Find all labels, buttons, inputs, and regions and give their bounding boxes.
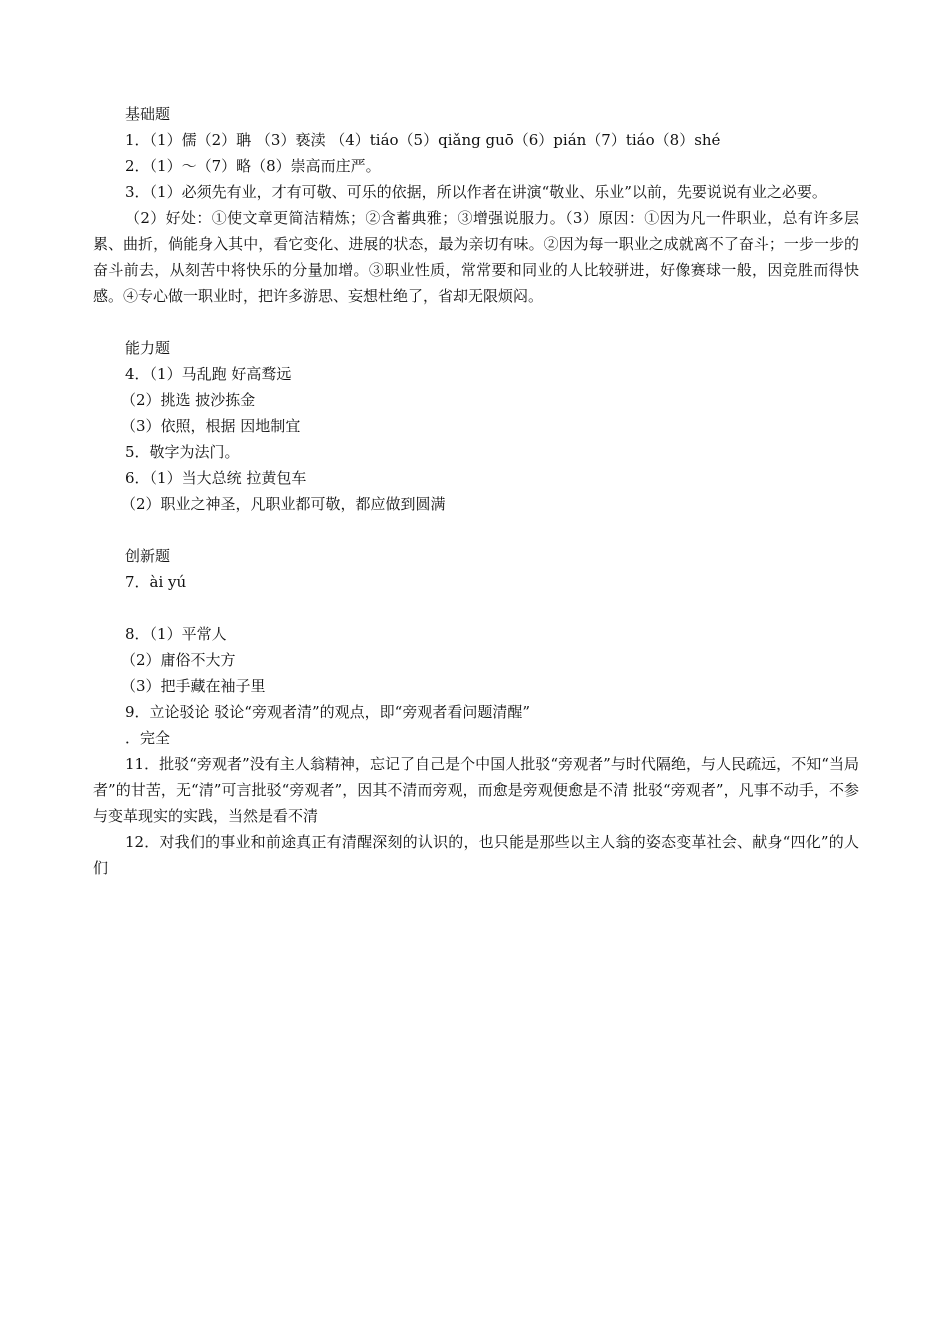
answer-line-q1: 1．（1）儒（2）聃 （3）亵渎 （4）tiáo（5）qiǎng guō（6）pián（7）tiáo（8）shé	[125, 131, 721, 149]
answer-paragraph-q3: 3．（1）必须先有业，才有可敬、可乐的依据，所以作者在讲演“敬业、乐业”以前，先要说说有业之必要。	[125, 183, 827, 201]
answer-line-q9: 9．立论驳论 驳论“旁观者清”的观点，即“旁观者看问题清醒”	[125, 703, 530, 721]
answer-line-q10: ．完全	[125, 729, 171, 747]
answer-line-q7: 7．ài yú	[125, 573, 187, 591]
answer-line-q4-1: 4．（1）马乱跑 好高骛远	[125, 365, 292, 383]
answer-line-q2: 2．（1）～（7）略（8）崇高而庄严。	[125, 157, 381, 175]
answer-paragraph-q3-detail: （2）好处：①使文章更简洁精炼；②含蓄典雅；③增强说服力。（3）原因：①因为凡一件职业，总有许多层累、曲折，倘能身入其中，看它变化、进展的状态，最为亲切有味。②因为每一职业之成就离不了奋斗；一步一步的奋斗前去，从刻苦中将快乐的分量加增。③职业性质，常常要和同业的人比较骈进，好像赛球一般，因竞胜而得快感。④专心做一职业时，把许多游思、妄想杜绝了，省却无限烦闷。	[93, 209, 859, 305]
answer-line-q4-2: （2）挑选 披沙拣金	[121, 391, 256, 409]
answer-line-q6-2: （2）职业之神圣，凡职业都可敬，都应做到圆满	[121, 495, 446, 513]
document-page	[93, 101, 859, 881]
answer-line-q4-3: （3）依照，根据 因地制宜	[121, 417, 301, 435]
answer-line-q5: 5．敬字为法门。	[125, 443, 240, 461]
answer-line-q8-3: （3）把手藏在袖子里	[121, 677, 266, 695]
answer-paragraph-q12: 12．对我们的事业和前途真正有清醒深刻的认识的，也只能是那些以主人翁的姿态变革社会、献身“四化”的人们	[93, 833, 859, 877]
section-heading-basic: 基础题	[125, 105, 171, 123]
answer-line-q8-1: 8．（1）平常人	[125, 625, 227, 643]
section-heading-ability: 能力题	[125, 339, 171, 357]
answer-paragraph-q11: 11．批驳“旁观者”没有主人翁精神，忘记了自己是个中国人批驳“旁观者”与时代隔绝，与人民疏远，不知“当局者”的甘苦，无“清”可言批驳“旁观者”，因其不清而旁观，而愈是旁观便愈是不清 批驳“旁观者”，凡事不动手，不参与变革现实的实践，当然是看不清	[93, 755, 859, 825]
answer-line-q6-1: 6．（1）当大总统 拉黄包车	[125, 469, 307, 487]
spacer	[93, 517, 859, 543]
section-heading-innovation: 创新题	[125, 547, 171, 565]
spacer	[93, 309, 859, 335]
spacer	[93, 595, 859, 621]
answer-line-q8-2: （2）庸俗不大方	[121, 651, 236, 669]
